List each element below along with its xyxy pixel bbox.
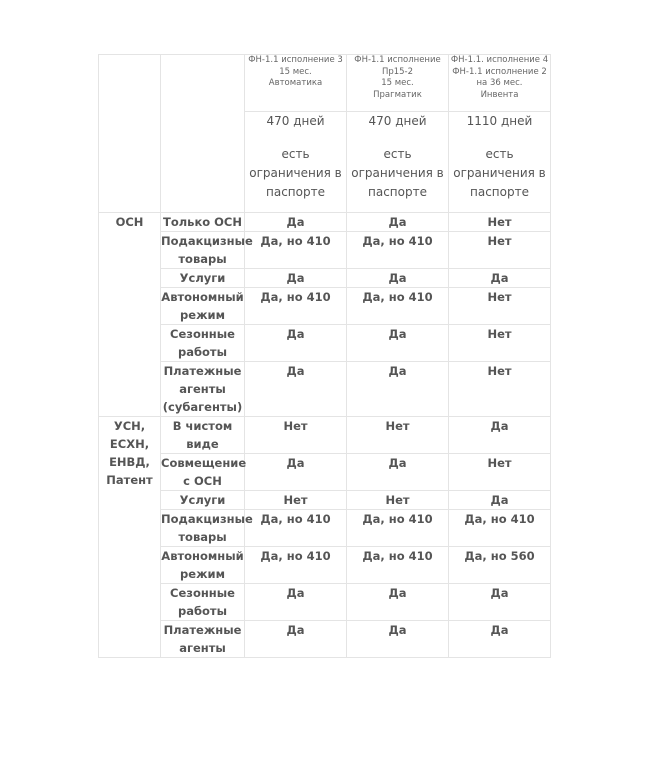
support-value-cell: Да [245, 325, 347, 362]
support-value-cell: Нет [449, 232, 551, 269]
tax-regime-label: ЕНВД, [109, 455, 150, 469]
passport-note: есть ограничения в паспорте [249, 147, 342, 199]
support-value-cell: Да, но 410 [449, 510, 551, 547]
fn-comparison-table [98, 54, 551, 658]
condition-cell: Платежные агенты (субагенты) [161, 362, 245, 417]
support-value-cell: Нет [449, 288, 551, 325]
model-line: ФН-1.1. исполнение 4 [450, 55, 549, 65]
support-value-cell: Да, но 410 [245, 288, 347, 325]
support-value-cell: Да [245, 584, 347, 621]
support-value-cell: Да [245, 621, 347, 658]
tax-regime-cell [99, 417, 161, 658]
model-line: ФН-1.1 исполнение 2 [452, 66, 547, 77]
table-row [99, 510, 551, 547]
support-value-cell: Да [347, 269, 449, 288]
table-header [99, 55, 551, 213]
tax-regime-label: ЕСХН, [109, 437, 150, 451]
model-line: Автоматика [268, 78, 323, 88]
condition-cell: Подакцизные товары [161, 510, 245, 547]
table-row [99, 584, 551, 621]
support-value-cell: Нет [449, 213, 551, 232]
table-row [99, 362, 551, 417]
support-value-cell: Да [245, 362, 347, 417]
support-value-cell: Нет [449, 362, 551, 417]
support-value-cell: Да [245, 213, 347, 232]
support-value-cell: Да [347, 325, 449, 362]
condition-cell: Услуги [161, 269, 245, 288]
tax-regime-label: УСН, [113, 419, 146, 433]
support-value-cell: Да, но 410 [347, 547, 449, 584]
support-value-cell: Да [449, 417, 551, 454]
table-row [99, 288, 551, 325]
model-line: 15 мес. [381, 78, 414, 88]
condition-cell: Автономный режим [161, 288, 245, 325]
support-value-cell: Нет [245, 491, 347, 510]
support-value-cell: Нет [449, 325, 551, 362]
model-line: Инвента [480, 89, 519, 100]
model-line: ФН-1.1 исполнение 3 [248, 55, 343, 65]
model-line: Пр15-2 [381, 66, 414, 77]
lifetime-days: 470 дней [368, 114, 427, 128]
condition-cell: Совмещение с ОСН [161, 454, 245, 491]
table-row [99, 269, 551, 288]
model-line: ФН-1.1 исполнение [354, 55, 441, 65]
table-row [99, 547, 551, 584]
support-value-cell: Да [245, 454, 347, 491]
support-value-cell: Да [347, 621, 449, 658]
support-value-cell: Да [449, 269, 551, 288]
table-row [99, 454, 551, 491]
condition-cell: В чистом виде [161, 417, 245, 454]
model-line: на 36 мес. [476, 78, 523, 88]
lifetime-days: 1110 дней [466, 114, 533, 128]
support-value-cell: Да, но 410 [245, 510, 347, 547]
condition-cell: Сезонные работы [161, 584, 245, 621]
support-value-cell: Нет [245, 417, 347, 454]
table-row [99, 621, 551, 658]
table-row [99, 232, 551, 269]
table-body [99, 213, 551, 658]
support-value-cell: Да, но 410 [347, 232, 449, 269]
support-value-cell: Да [347, 454, 449, 491]
lifetime-days: 470 дней [266, 114, 325, 128]
support-value-cell: Нет [449, 454, 551, 491]
condition-cell: Услуги [161, 491, 245, 510]
model-header [245, 55, 347, 112]
support-value-cell: Да [347, 213, 449, 232]
condition-cell: Автономный режим [161, 547, 245, 584]
corner-blank [99, 55, 161, 213]
support-value-cell: Да [449, 491, 551, 510]
condition-cell: Только ОСН [161, 213, 245, 232]
support-value-cell: Да, но 410 [245, 232, 347, 269]
spec-cell [449, 112, 551, 213]
support-value-cell: Да [347, 584, 449, 621]
support-value-cell: Да [245, 269, 347, 288]
support-value-cell: Да [449, 621, 551, 658]
corner-blank [161, 55, 245, 213]
condition-cell: Платежные агенты [161, 621, 245, 658]
passport-note: есть ограничения в паспорте [351, 147, 444, 199]
table-row [99, 213, 551, 232]
support-value-cell: Да, но 410 [347, 288, 449, 325]
tax-regime-label: ОСН [115, 215, 144, 229]
model-line: 15 мес. [279, 66, 312, 77]
support-value-cell: Да, но 410 [347, 510, 449, 547]
spec-cell [347, 112, 449, 213]
support-value-cell: Нет [347, 491, 449, 510]
support-value-cell: Да, но 410 [245, 547, 347, 584]
spec-cell [245, 112, 347, 213]
model-header-row [99, 55, 551, 112]
model-header [347, 55, 449, 112]
tax-regime-cell [99, 213, 161, 417]
table-row [99, 325, 551, 362]
model-line: Прагматик [373, 89, 422, 100]
tax-regime-label: Патент [106, 473, 153, 487]
model-header [449, 55, 551, 112]
support-value-cell: Нет [347, 417, 449, 454]
condition-cell: Сезонные работы [161, 325, 245, 362]
support-value-cell: Да [347, 362, 449, 417]
passport-note: есть ограничения в паспорте [453, 147, 546, 199]
condition-cell: Подакцизные товары [161, 232, 245, 269]
support-value-cell: Да [449, 584, 551, 621]
table-row [99, 417, 551, 454]
table-row [99, 491, 551, 510]
support-value-cell: Да, но 560 [449, 547, 551, 584]
